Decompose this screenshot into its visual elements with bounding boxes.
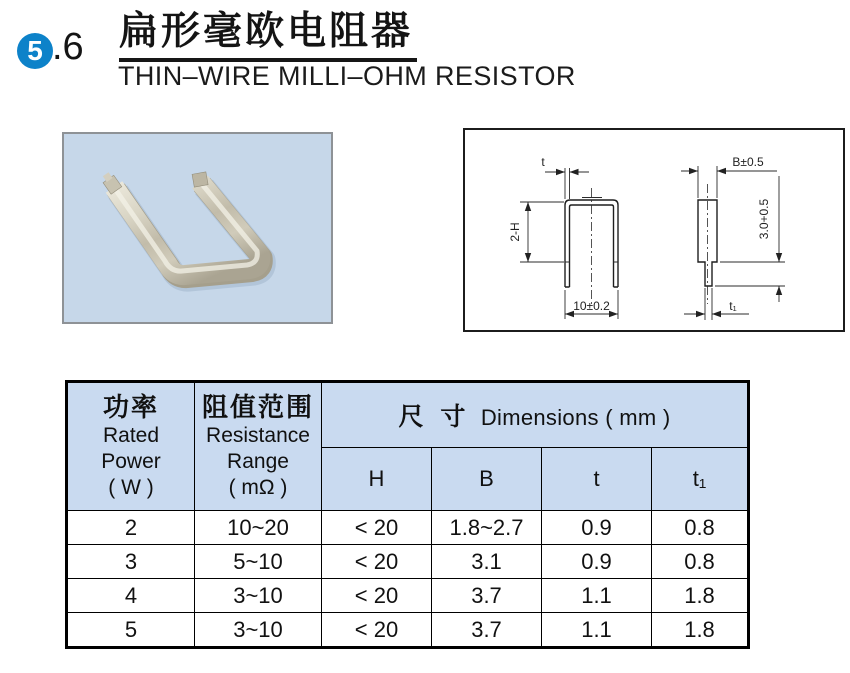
cell-h: < 20 xyxy=(322,579,432,613)
cell-t1: 1.8 xyxy=(652,613,749,648)
cell-power: 5 xyxy=(67,613,195,648)
column-header-t: t xyxy=(542,448,652,511)
cell-b: 3.1 xyxy=(432,545,542,579)
product-photo-panel xyxy=(62,132,333,324)
table-row xyxy=(67,613,749,648)
resistance-header-unit: ( mΩ ) xyxy=(228,476,288,499)
resistor-photo-illustration xyxy=(64,134,331,322)
cell-power: 4 xyxy=(67,579,195,613)
cell-t: 0.9 xyxy=(542,545,652,579)
cell-b: 1.8~2.7 xyxy=(432,511,542,545)
cell-t: 0.9 xyxy=(542,511,652,545)
dim-label-2h: 2-H xyxy=(508,222,522,242)
power-header xyxy=(67,382,195,511)
section-suffix: .6 xyxy=(52,26,84,68)
cell-h: < 20 xyxy=(322,545,432,579)
cell-power: 3 xyxy=(67,545,195,579)
dimension-drawing xyxy=(465,130,843,330)
resistance-header-zh: 阻值范围 xyxy=(201,392,314,422)
spec-table xyxy=(65,380,750,649)
table-row xyxy=(67,545,749,579)
side-view-drawing xyxy=(681,155,785,320)
column-header-t1: t₁ xyxy=(652,448,749,511)
cell-t1: 1.8 xyxy=(652,579,749,613)
front-view-drawing xyxy=(508,155,618,319)
cell-t: 1.1 xyxy=(542,613,652,648)
cell-t: 1.1 xyxy=(542,579,652,613)
cell-b: 3.7 xyxy=(432,613,542,648)
dim-label-width: 10±0.2 xyxy=(573,299,610,313)
table-row xyxy=(67,579,749,613)
right-lead-tip xyxy=(192,172,208,187)
dim-label-b: B±0.5 xyxy=(732,155,764,169)
cell-h: < 20 xyxy=(322,613,432,648)
section-number-badge xyxy=(17,33,53,69)
cell-t1: 0.8 xyxy=(652,511,749,545)
power-header-unit: ( W ) xyxy=(108,476,154,499)
cell-resistance: 3~10 xyxy=(195,579,322,613)
cell-resistance: 10~20 xyxy=(195,511,322,545)
power-header-zh: 功率 xyxy=(102,392,159,422)
power-header-en1: Rated xyxy=(102,424,160,447)
resistance-header xyxy=(195,382,322,511)
table-row xyxy=(67,511,749,545)
column-header-h: H xyxy=(322,448,432,511)
dim-label-t1: t₁ xyxy=(729,299,737,313)
power-header-en2: Power xyxy=(101,450,161,473)
cell-t1: 0.8 xyxy=(652,545,749,579)
dimensions-header xyxy=(322,382,749,448)
page-title-zh: 扁形毫欧电阻器 xyxy=(119,10,417,62)
section-number: 5 xyxy=(27,35,43,66)
cell-power: 2 xyxy=(67,511,195,545)
dimensions-header-zh: 尺 寸 xyxy=(398,403,471,431)
resistance-header-en2: Range xyxy=(227,450,289,473)
dimensions-header-en: Dimensions ( mm ) xyxy=(480,405,671,430)
page-title-en: THIN–WIRE MILLI–OHM RESISTOR xyxy=(118,61,576,91)
cell-resistance: 3~10 xyxy=(195,613,322,648)
technical-drawing-panel xyxy=(463,128,845,332)
cell-resistance: 5~10 xyxy=(195,545,322,579)
dim-label-t: t xyxy=(541,155,545,169)
dim-label-lead-length: 3.0+0.5 xyxy=(757,198,771,240)
cell-b: 3.7 xyxy=(432,579,542,613)
column-header-b: B xyxy=(432,448,542,511)
cell-h: < 20 xyxy=(322,511,432,545)
resistance-header-en1: Resistance xyxy=(206,424,310,447)
